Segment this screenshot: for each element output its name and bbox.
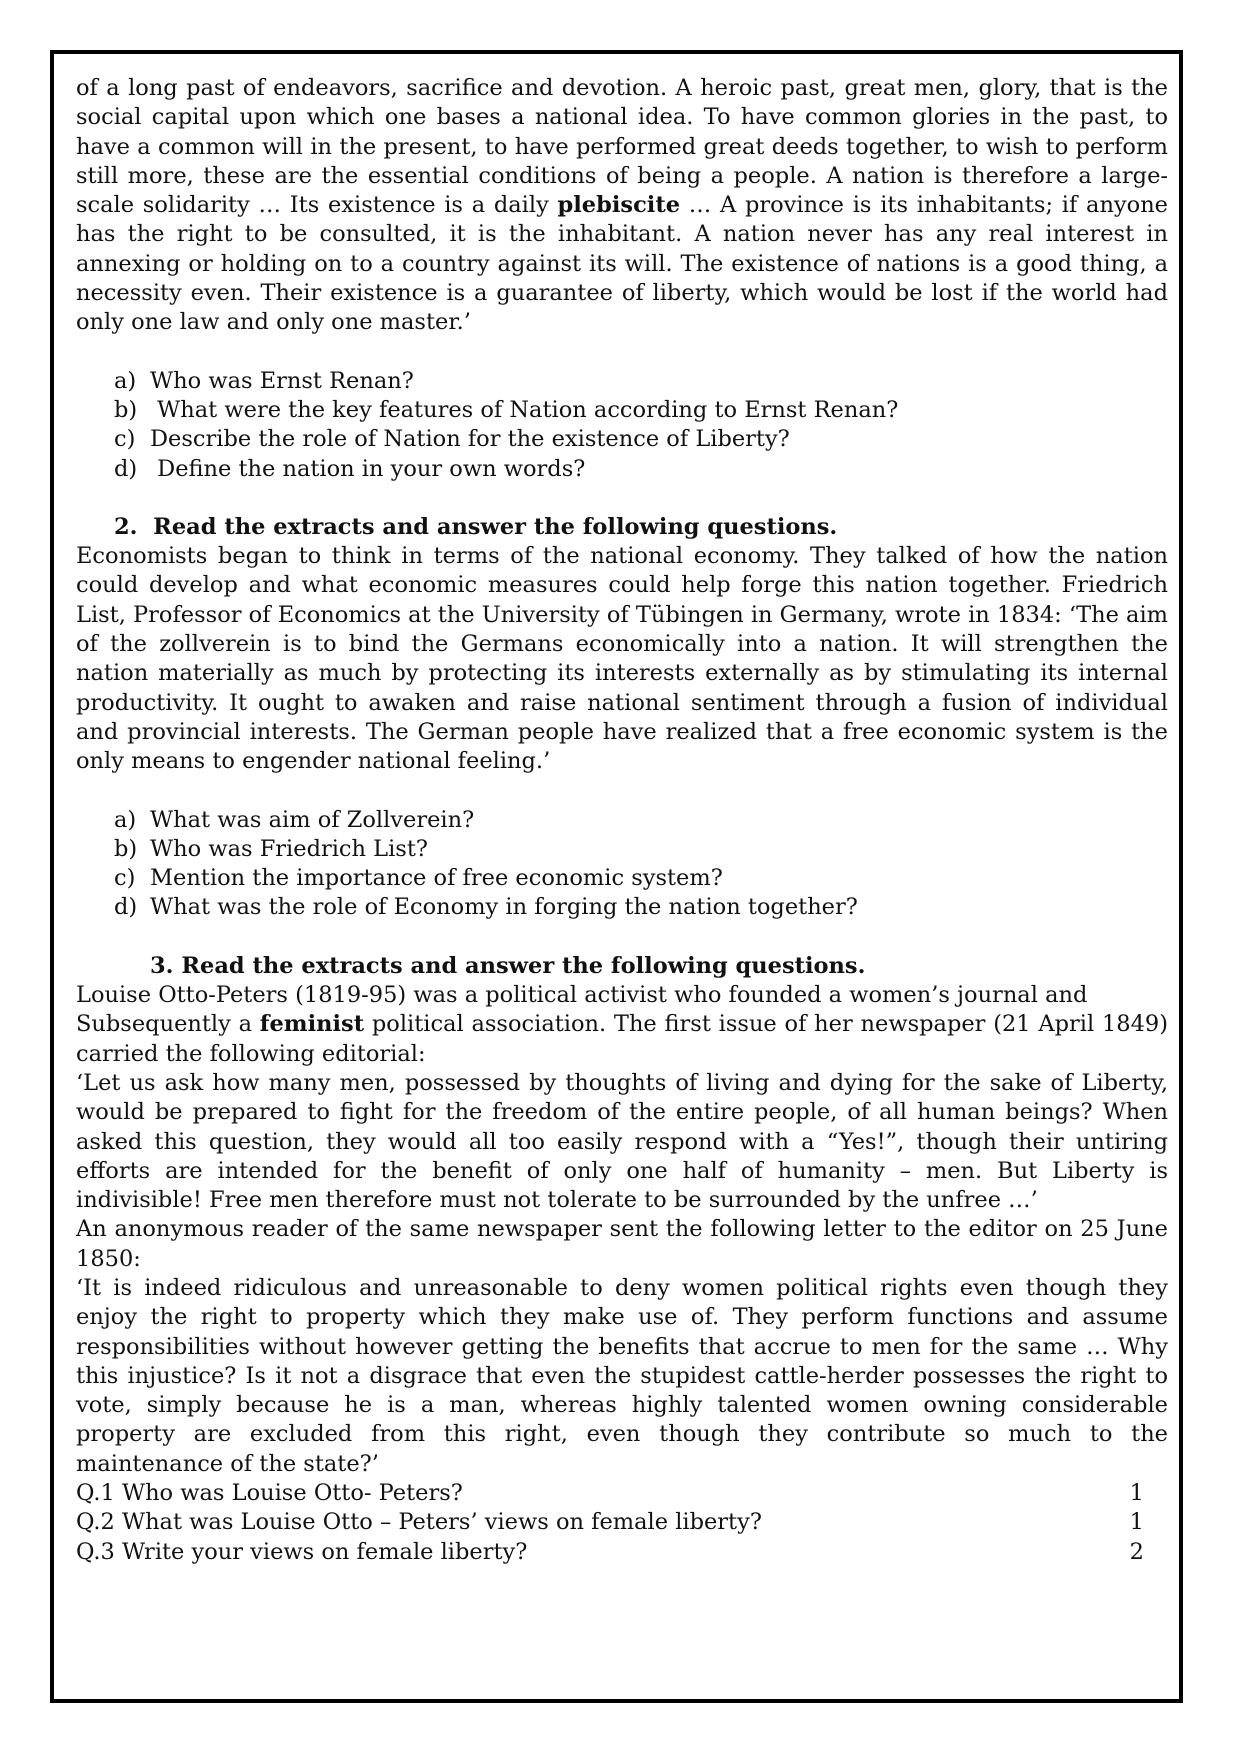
worksheet-content: [76, 74, 1168, 1567]
question-item: b) What were the key features of Nation according to Ernst Renan?: [114, 396, 899, 423]
section-2-heading: 2. Read the extracts and answer the following questions.: [114, 513, 838, 540]
section-3-heading: 3. Read the extracts and answer the following questions.: [150, 952, 866, 979]
otto-intro-line: Louise Otto-Peters (1819-95) was a political activist who founded a women’s journal and: [76, 982, 1088, 1009]
plebiscite-term: plebiscite: [557, 192, 681, 219]
marks: 2: [1129, 1538, 1144, 1565]
question-item: a) What was aim of Zollverein?: [114, 806, 475, 833]
marks: 1: [1129, 1509, 1144, 1536]
letter-intro: An anonymous reader of the same newspaper sent the following letter to the editor on 25 June 1850:: [76, 1216, 1168, 1272]
marks: 1: [1129, 1480, 1144, 1507]
renan-extract: of a long past of endeavors, sacrifice and devotion. A heroic past, great men, glory, that is the social capital upon which one bases a national idea. To have common glories in the past, to have a common will in the present, to have performed great deeds together, to wish to perform still more, these are the essential conditions of being a people. A nation is therefore a large-scale solidarity … Its existence is a daily plebiscite … A province is its inhabitants; if anyone has the right to be consulted, it is the inhabitant. A nation never has any real interest in annexing or holding on to a country against its will. The existence of nations is a good thing, a necessity even. Their existence is a guarantee of liberty, which would be lost if the world had only one law and only one master.’: [76, 75, 1168, 336]
question-item: b) Who was Friedrich List?: [114, 835, 428, 862]
letter-extract: ‘It is indeed ridiculous and unreasonable to deny women political rights even though they enjoy the right to property which they make use of. They perform functions and assume responsibilities without however getting the benefits that accrue to men for the same … Why this injustice? Is it not a disgrace that even the stupidest cattle-herder possesses the right to vote, simply because he is a man, whereas highly talented women owning considerable property are excluded from this right, even though they contribute so much to the maintenance of the state?’: [76, 1274, 1168, 1477]
question-item: c) Mention the importance of free economic system?: [114, 865, 723, 892]
question-item: c) Describe the role of Nation for the existence of Liberty?: [114, 426, 790, 453]
question-item: d) What was the role of Economy in forging the nation together?: [114, 894, 858, 921]
question-row: Q.1 Who was Louise Otto- Peters? 1: [76, 1479, 1168, 1508]
question-row: Q.3 Write your views on female liberty? 2: [76, 1538, 1168, 1567]
question-item: a) Who was Ernst Renan?: [114, 367, 414, 394]
otto-intro: Subsequently a feminist political association. The first issue of her newspaper (21 April 1849) carried the following editorial:: [76, 1011, 1168, 1067]
feminist-term: feminist: [259, 1011, 365, 1038]
otto-questions: [76, 1479, 1168, 1567]
question-item: d) Define the nation in your own words?: [114, 455, 586, 482]
renan-questions: [76, 367, 1168, 484]
question-row: Q.2 What was Louise Otto – Peters’ views on female liberty? 1: [76, 1508, 1168, 1537]
list-questions: [76, 806, 1168, 923]
editorial-extract: ‘Let us ask how many men, possessed by thoughts of living and dying for the sake of Liberty, would be prepared to fight for the freedom of the entire people, of all human beings? When asked this question, they would all too easily respond with a “Yes!”, though their untiring efforts are intended for the benefit of only one half of humanity – men. But Liberty is indivisible! Free men therefore must not tolerate to be surrounded by the unfree …’: [76, 1069, 1168, 1214]
list-extract: Economists began to think in terms of the national economy. They talked of how the nation could develop and what economic measures could help forge this nation together. Friedrich List, Professor of Economics at the University of Tübingen in Germany, wrote in 1834: ‘The aim of the zollverein is to bind the Germans economically into a nation. It will strengthen the nation materially as much by protecting its interests externally as by stimulating its internal productivity. It ought to awaken and raise national sentiment through a fusion of individual and provincial interests. The German people have realized that a free economic system is the only means to engender national feeling.’: [76, 543, 1168, 775]
